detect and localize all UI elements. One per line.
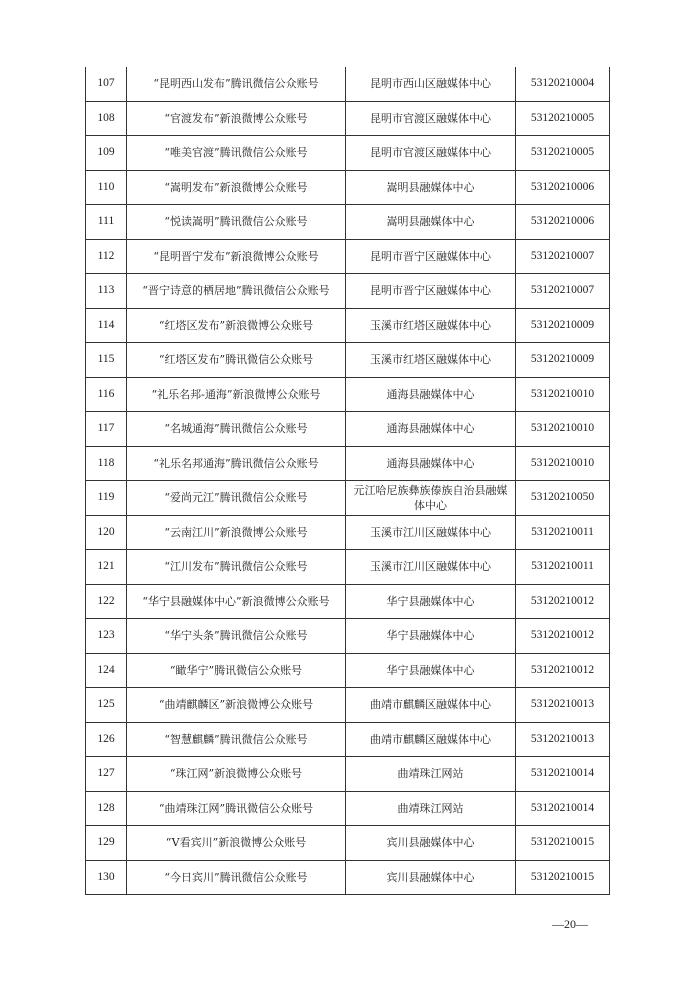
account-name: “嵩明发布”新浪微博公众账号 bbox=[127, 170, 346, 205]
row-number: 109 bbox=[86, 136, 127, 171]
record-code: 53120210011 bbox=[516, 515, 610, 550]
table-row bbox=[86, 274, 610, 309]
unit-name: 华宁县融媒体中心 bbox=[346, 619, 516, 654]
account-name: “悦读嵩明”腾讯微信公众账号 bbox=[127, 205, 346, 240]
account-name: “珠江网”新浪微博公众账号 bbox=[127, 757, 346, 792]
table-row bbox=[86, 136, 610, 171]
record-code: 53120210010 bbox=[516, 446, 610, 481]
table-row bbox=[86, 343, 610, 378]
unit-name: 曲靖市麒麟区融媒体中心 bbox=[346, 688, 516, 723]
row-number: 119 bbox=[86, 481, 127, 516]
account-name: “爱尚元江”腾讯微信公众账号 bbox=[127, 481, 346, 516]
table-row bbox=[86, 308, 610, 343]
account-name: “红塔区发布”新浪微博公众账号 bbox=[127, 308, 346, 343]
account-name: “晋宁诗意的栖居地”腾讯微信公众账号 bbox=[127, 274, 346, 309]
record-code: 53120210009 bbox=[516, 343, 610, 378]
row-number: 124 bbox=[86, 653, 127, 688]
record-code: 53120210013 bbox=[516, 722, 610, 757]
record-code: 53120210004 bbox=[516, 67, 610, 101]
record-code: 53120210007 bbox=[516, 274, 610, 309]
table-row bbox=[86, 377, 610, 412]
record-code: 53120210012 bbox=[516, 584, 610, 619]
table-row bbox=[86, 101, 610, 136]
table-row bbox=[86, 239, 610, 274]
account-name: “华宁县融媒体中心”新浪微博公众账号 bbox=[127, 584, 346, 619]
page-number: —20— bbox=[552, 917, 588, 931]
account-name: “V看宾川”新浪微博公众账号 bbox=[127, 826, 346, 861]
unit-name: 通海县融媒体中心 bbox=[346, 377, 516, 412]
table-row bbox=[86, 688, 610, 723]
row-number: 118 bbox=[86, 446, 127, 481]
row-number: 130 bbox=[86, 860, 127, 895]
unit-name: 昆明市晋宁区融媒体中心 bbox=[346, 239, 516, 274]
row-number: 115 bbox=[86, 343, 127, 378]
account-name: “智慧麒麟”腾讯微信公众账号 bbox=[127, 722, 346, 757]
unit-name: 曲靖市麒麟区融媒体中心 bbox=[346, 722, 516, 757]
record-code: 53120210012 bbox=[516, 619, 610, 654]
table-row bbox=[86, 826, 610, 861]
record-code: 53120210006 bbox=[516, 170, 610, 205]
record-code: 53120210005 bbox=[516, 101, 610, 136]
row-number: 120 bbox=[86, 515, 127, 550]
table-row bbox=[86, 446, 610, 481]
record-code: 53120210015 bbox=[516, 826, 610, 861]
table-row bbox=[86, 550, 610, 585]
row-number: 114 bbox=[86, 308, 127, 343]
record-code: 53120210050 bbox=[516, 481, 610, 516]
row-number: 117 bbox=[86, 412, 127, 447]
row-number: 107 bbox=[86, 67, 127, 101]
account-name: “唯美官渡”腾讯微信公众账号 bbox=[127, 136, 346, 171]
table-row bbox=[86, 722, 610, 757]
account-name: “红塔区发布”腾讯微信公众账号 bbox=[127, 343, 346, 378]
account-name: “今日宾川”腾讯微信公众账号 bbox=[127, 860, 346, 895]
record-code: 53120210005 bbox=[516, 136, 610, 171]
account-name: “瞰华宁”腾讯微信公众账号 bbox=[127, 653, 346, 688]
account-name: “昆明西山发布”腾讯微信公众账号 bbox=[127, 67, 346, 101]
table-row bbox=[86, 170, 610, 205]
row-number: 112 bbox=[86, 239, 127, 274]
unit-name: 曲靖珠江网站 bbox=[346, 791, 516, 826]
table-row bbox=[86, 481, 610, 516]
row-number: 123 bbox=[86, 619, 127, 654]
record-code: 53120210006 bbox=[516, 205, 610, 240]
row-number: 128 bbox=[86, 791, 127, 826]
account-name: “官渡发布”新浪微博公众账号 bbox=[127, 101, 346, 136]
record-code: 53120210015 bbox=[516, 860, 610, 895]
account-name: “曲靖麒麟区”新浪微博公众账号 bbox=[127, 688, 346, 723]
table-body bbox=[86, 67, 610, 895]
table-row bbox=[86, 653, 610, 688]
account-name: “礼乐名邦-通海”新浪微博公众账号 bbox=[127, 377, 346, 412]
record-code: 53120210010 bbox=[516, 377, 610, 412]
record-code: 53120210010 bbox=[516, 412, 610, 447]
account-name: “昆明晋宁发布”新浪微博公众账号 bbox=[127, 239, 346, 274]
row-number: 126 bbox=[86, 722, 127, 757]
row-number: 110 bbox=[86, 170, 127, 205]
row-number: 116 bbox=[86, 377, 127, 412]
table-row bbox=[86, 205, 610, 240]
table-row bbox=[86, 412, 610, 447]
account-name: “江川发布”腾讯微信公众账号 bbox=[127, 550, 346, 585]
unit-name: 宾川县融媒体中心 bbox=[346, 826, 516, 861]
unit-name: 昆明市西山区融媒体中心 bbox=[346, 67, 516, 101]
unit-name: 通海县融媒体中心 bbox=[346, 412, 516, 447]
account-name: “华宁头条”腾讯微信公众账号 bbox=[127, 619, 346, 654]
table-row bbox=[86, 757, 610, 792]
record-code: 53120210007 bbox=[516, 239, 610, 274]
unit-name: 玉溪市江川区融媒体中心 bbox=[346, 515, 516, 550]
record-code: 53120210014 bbox=[516, 791, 610, 826]
row-number: 125 bbox=[86, 688, 127, 723]
row-number: 122 bbox=[86, 584, 127, 619]
unit-name: 昆明市官渡区融媒体中心 bbox=[346, 101, 516, 136]
unit-name: 昆明市晋宁区融媒体中心 bbox=[346, 274, 516, 309]
unit-name: 玉溪市红塔区融媒体中心 bbox=[346, 343, 516, 378]
unit-name: 嵩明县融媒体中心 bbox=[346, 205, 516, 240]
unit-name: 昆明市官渡区融媒体中心 bbox=[346, 136, 516, 171]
table-row bbox=[86, 67, 610, 101]
record-code: 53120210014 bbox=[516, 757, 610, 792]
unit-name: 元江哈尼族彝族傣族自治县融媒体中心 bbox=[346, 481, 516, 516]
account-name: “云南江川”新浪微博公众账号 bbox=[127, 515, 346, 550]
unit-name: 华宁县融媒体中心 bbox=[346, 584, 516, 619]
unit-name: 嵩明县融媒体中心 bbox=[346, 170, 516, 205]
table-row bbox=[86, 791, 610, 826]
table-row bbox=[86, 860, 610, 895]
unit-name: 玉溪市红塔区融媒体中心 bbox=[346, 308, 516, 343]
account-table bbox=[85, 67, 610, 895]
record-code: 53120210009 bbox=[516, 308, 610, 343]
unit-name: 通海县融媒体中心 bbox=[346, 446, 516, 481]
account-name: “曲靖珠江网”腾讯微信公众账号 bbox=[127, 791, 346, 826]
unit-name: 曲靖珠江网站 bbox=[346, 757, 516, 792]
row-number: 108 bbox=[86, 101, 127, 136]
row-number: 113 bbox=[86, 274, 127, 309]
account-name: “名城通海”腾讯微信公众账号 bbox=[127, 412, 346, 447]
row-number: 121 bbox=[86, 550, 127, 585]
row-number: 129 bbox=[86, 826, 127, 861]
unit-name: 宾川县融媒体中心 bbox=[346, 860, 516, 895]
row-number: 127 bbox=[86, 757, 127, 792]
record-code: 53120210011 bbox=[516, 550, 610, 585]
table-row bbox=[86, 619, 610, 654]
table-row bbox=[86, 515, 610, 550]
row-number: 111 bbox=[86, 205, 127, 240]
unit-name: 玉溪市江川区融媒体中心 bbox=[346, 550, 516, 585]
record-code: 53120210012 bbox=[516, 653, 610, 688]
unit-name: 华宁县融媒体中心 bbox=[346, 653, 516, 688]
record-code: 53120210013 bbox=[516, 688, 610, 723]
account-name: “礼乐名邦通海”腾讯微信公众账号 bbox=[127, 446, 346, 481]
table-row bbox=[86, 584, 610, 619]
